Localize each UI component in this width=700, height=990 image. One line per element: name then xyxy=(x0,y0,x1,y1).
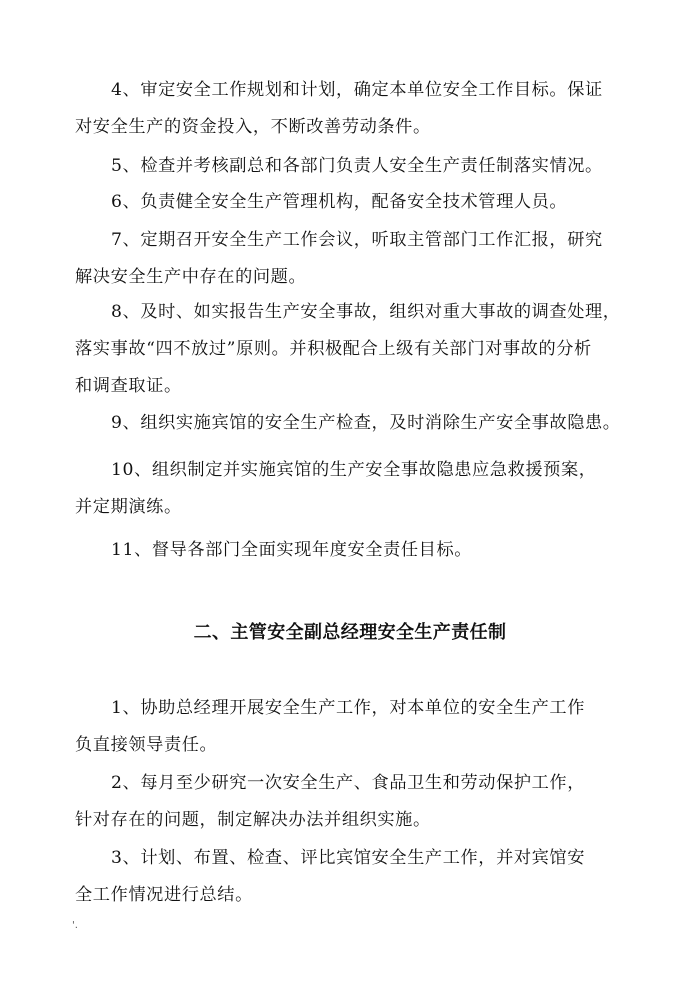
section-item-3-paragraph xyxy=(75,840,635,914)
item-8-line-3: 和调查取证。 xyxy=(75,376,182,396)
item-4-line-1: 4、审定安全工作规划和计划，确定本单位安全工作目标。保证 xyxy=(111,80,603,100)
item-11-paragraph xyxy=(75,532,635,569)
item-10-line-1: 10、组织制定并实施宾馆的生产安全事故隐患应急救援预案， xyxy=(111,460,597,480)
item-8-paragraph xyxy=(75,294,635,405)
item-9-line-1: 9、组织实施宾馆的安全生产检查，及时消除生产安全事故隐患。 xyxy=(111,413,621,433)
item-10-line-2: 并定期演练。 xyxy=(75,497,182,517)
item-5-paragraph xyxy=(75,148,635,185)
item-6-paragraph xyxy=(75,184,635,221)
item-7-paragraph xyxy=(75,222,635,296)
item-9-paragraph xyxy=(75,405,635,442)
section-item-3-line-2: 全工作情况进行总结。 xyxy=(75,885,253,905)
section-item-2-line-2: 针对存在的问题，制定解决办法并组织实施。 xyxy=(75,810,431,830)
item-7-line-2: 解决安全生产中存在的问题。 xyxy=(75,267,307,287)
footer-mark: '. xyxy=(72,920,78,931)
section-item-2-paragraph xyxy=(75,765,635,839)
section-heading: 二、主管安全副总经理安全生产责任制 xyxy=(193,622,507,643)
item-4-line-2: 对安全生产的资金投入，不断改善劳动条件。 xyxy=(75,117,431,137)
item-6-line-1: 6、负责健全安全生产管理机构，配备安全技术管理人员。 xyxy=(111,192,568,212)
section-item-1-paragraph xyxy=(75,690,635,764)
item-10-paragraph xyxy=(75,452,635,526)
item-11-line-1: 11、督导各部门全面实现年度安全责任目标。 xyxy=(111,540,473,560)
item-4-paragraph xyxy=(75,72,635,146)
section-item-2-line-1: 2、每月至少研究一次安全生产、食品卫生和劳动保护工作， xyxy=(111,773,586,793)
section-item-3-line-1: 3、计划、布置、检查、评比宾馆安全生产工作，并对宾馆安 xyxy=(111,848,586,868)
section-item-1-line-2: 负直接领导责任。 xyxy=(75,735,218,755)
item-8-line-2: 落实事故“四不放过”原则。并积极配合上级有关部门对事故的分析 xyxy=(75,339,592,359)
item-7-line-1: 7、定期召开安全生产工作会议，听取主管部门工作汇报，研究 xyxy=(111,230,603,250)
item-5-line-1: 5、检查并考核副总和各部门负责人安全生产责任制落实情况。 xyxy=(111,156,603,176)
section-item-1-line-1: 1、协助总经理开展安全生产工作，对本单位的安全生产工作 xyxy=(111,698,586,718)
item-8-line-1: 8、及时、如实报告生产安全事故，组织对重大事故的调查处理， xyxy=(111,302,621,322)
